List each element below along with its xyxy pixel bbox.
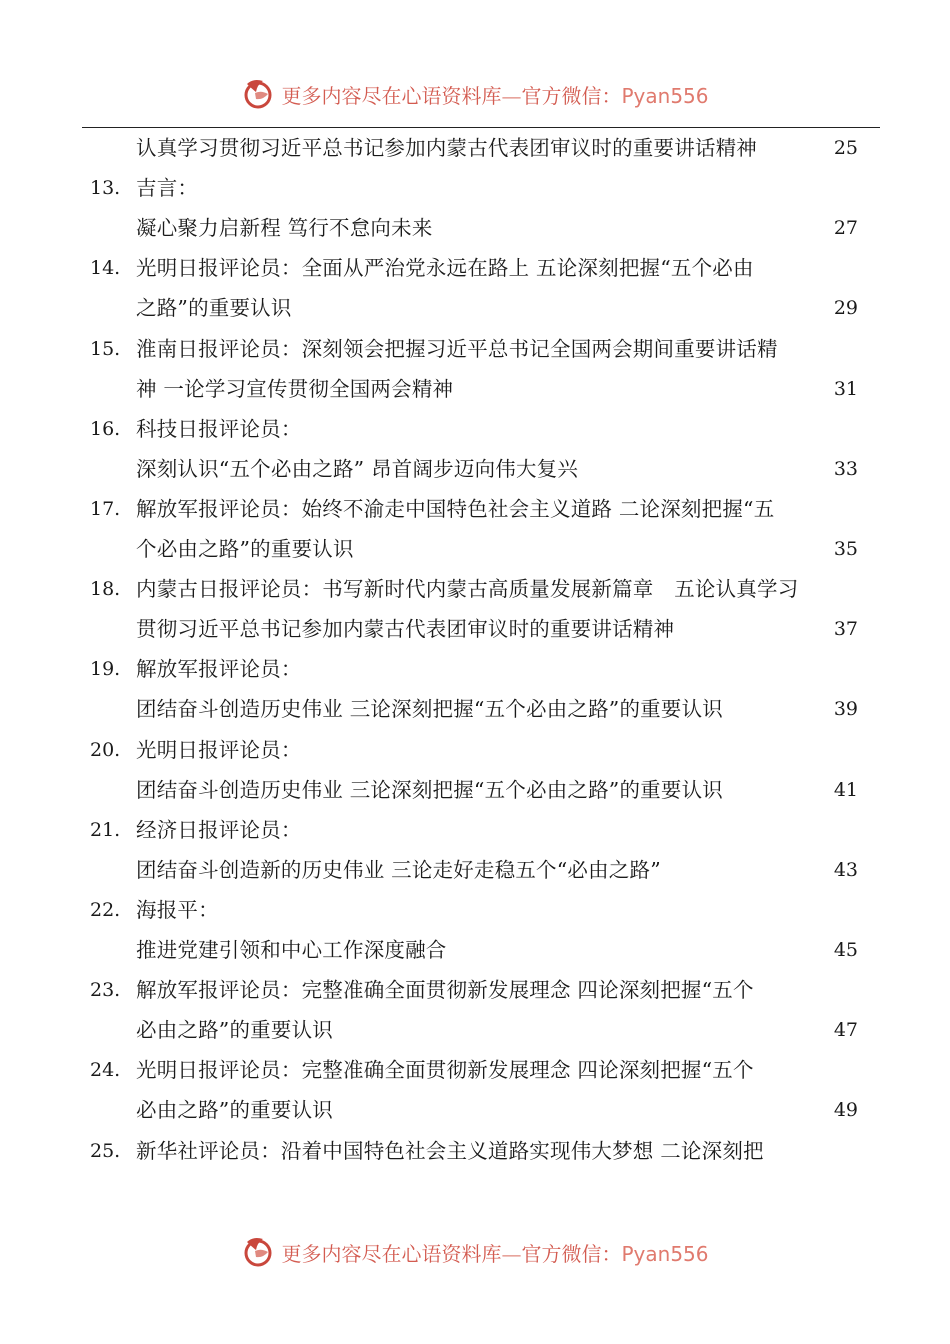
toc-entry-title: 解放军报评论员：始终不渝走中国特色社会主义道路 二论深刻把握“五 [136,496,775,521]
toc-line [0,649,950,689]
toc-page-number: 27 [833,217,858,240]
toc-line [0,970,950,1010]
toc-line [0,248,950,288]
toc-entry-title: 神 一论学习宣传贯彻全国两会精神 [136,376,454,401]
toc-page-number: 25 [833,137,858,159]
toc-entry-title: 吉言： [136,176,199,201]
toc-line [0,449,950,489]
toc-line [0,288,950,328]
toc-entry-title: 内蒙古日报评论员：书写新时代内蒙古高质量发展新篇章 五论认真学习 [136,577,799,602]
toc-page-number: 47 [833,1019,858,1042]
toc-entry-number: 22. [90,898,121,921]
toc-page-number: 33 [833,457,858,480]
toc-entry-number: 14. [90,257,121,280]
toc-page-number: 49 [833,1099,858,1122]
toc-entry-number: 23. [90,979,121,1002]
toc-entry-title: 科技日报评论员： [136,416,302,441]
toc-entry-number: 13. [90,177,121,200]
toc-line [0,489,950,529]
toc-entry-title: 光明日报评论员：完整准确全面贯彻新发展理念 四论深刻把握“五个 [136,1058,754,1083]
footer-watermark-banner [0,1232,950,1272]
toc-page-number: 39 [833,698,858,721]
toc-page-number: 37 [833,618,858,641]
toc-entry-title: 光明日报评论员：全面从严治党永远在路上 五论深刻把握“五个必由 [136,256,754,281]
toc-line [0,208,950,248]
toc-line [0,930,950,970]
toc-entry-title: 团结奋斗创造历史伟业 三论深刻把握“五个必由之路”的重要认识 [136,697,723,722]
toc-entry-title: 必由之路”的重要认识 [136,1098,333,1123]
toc-line [0,168,950,208]
toc-page-number: 29 [833,297,858,320]
toc-entry-title: 新华社评论员：沿着中国特色社会主义道路实现伟大梦想 二论深刻把 [136,1138,764,1163]
toc-entry-title: 深刻认识“五个必由之路” 昂首阔步迈向伟大复兴 [136,456,579,481]
toc-entry-number: 21. [90,818,121,841]
toc-line [0,329,950,369]
logo-icon [241,76,277,112]
toc-entry-title: 经济日报评论员： [136,817,302,842]
toc-line [0,609,950,649]
toc-entry-title: 必由之路”的重要认识 [136,1018,333,1043]
toc-line [0,770,950,810]
toc-line [0,1090,950,1130]
toc-entry-number: 18. [90,578,121,601]
toc-entry-number: 25. [90,1139,121,1162]
toc-line [0,890,950,930]
toc-line [0,128,950,168]
toc-entry-number: 20. [90,738,121,761]
banner-text: 更多内容尽在心语资料库—官方微信：Pyan556 [281,83,709,108]
toc-entry-number: 19. [90,658,121,681]
toc-line [0,529,950,569]
toc-entry-title: 凝心聚力启新程 笃行不怠向未来 [136,216,433,241]
toc-entry-number: 15. [90,337,121,360]
toc-line [0,689,950,729]
toc-entry-title: 解放军报评论员： [136,657,302,682]
toc-page-number: 41 [833,778,858,801]
toc-entry-number: 16. [90,417,121,440]
toc-entry-title: 光明日报评论员： [136,737,302,762]
toc-entry-number: 17. [90,497,121,520]
logo-icon [241,1234,277,1270]
toc-entry-title: 之路”的重要认识 [136,296,292,321]
toc-page-number: 43 [833,858,858,881]
toc-entry-title: 贯彻习近平总书记参加内蒙古代表团审议时的重要讲话精神 [136,617,675,642]
toc-entry-number: 24. [90,1059,121,1082]
banner-text: 更多内容尽在心语资料库—官方微信：Pyan556 [281,1241,709,1266]
toc-line [0,1010,950,1050]
toc-line [0,1050,950,1090]
toc-line [0,1131,950,1171]
toc-line [0,850,950,890]
toc-line [0,369,950,409]
toc-entry-title: 淮南日报评论员：深刻领会把握习近平总书记全国两会期间重要讲话精 [136,336,778,361]
toc-entry-title: 推进党建引领和中心工作深度融合 [136,938,447,962]
toc-page-number: 45 [833,939,858,961]
toc-entry-title: 个必由之路”的重要认识 [136,537,354,561]
toc-page-number: 31 [833,377,858,400]
toc-entry-title: 团结奋斗创造新的历史伟业 三论走好走稳五个“必由之路” [136,857,661,882]
toc-entry-title: 海报平： [136,897,219,922]
toc-line [0,409,950,449]
toc-entry-title: 团结奋斗创造历史伟业 三论深刻把握“五个必由之路”的重要认识 [136,777,723,802]
toc-page-number: 35 [833,538,858,560]
toc-entry-title: 解放军报评论员：完整准确全面贯彻新发展理念 四论深刻把握“五个 [136,978,754,1003]
toc-line [0,730,950,770]
toc-entry-title: 认真学习贯彻习近平总书记参加内蒙古代表团审议时的重要讲话精神 [136,136,757,160]
toc-line [0,569,950,609]
header-watermark-banner [0,74,950,114]
toc-line [0,810,950,850]
